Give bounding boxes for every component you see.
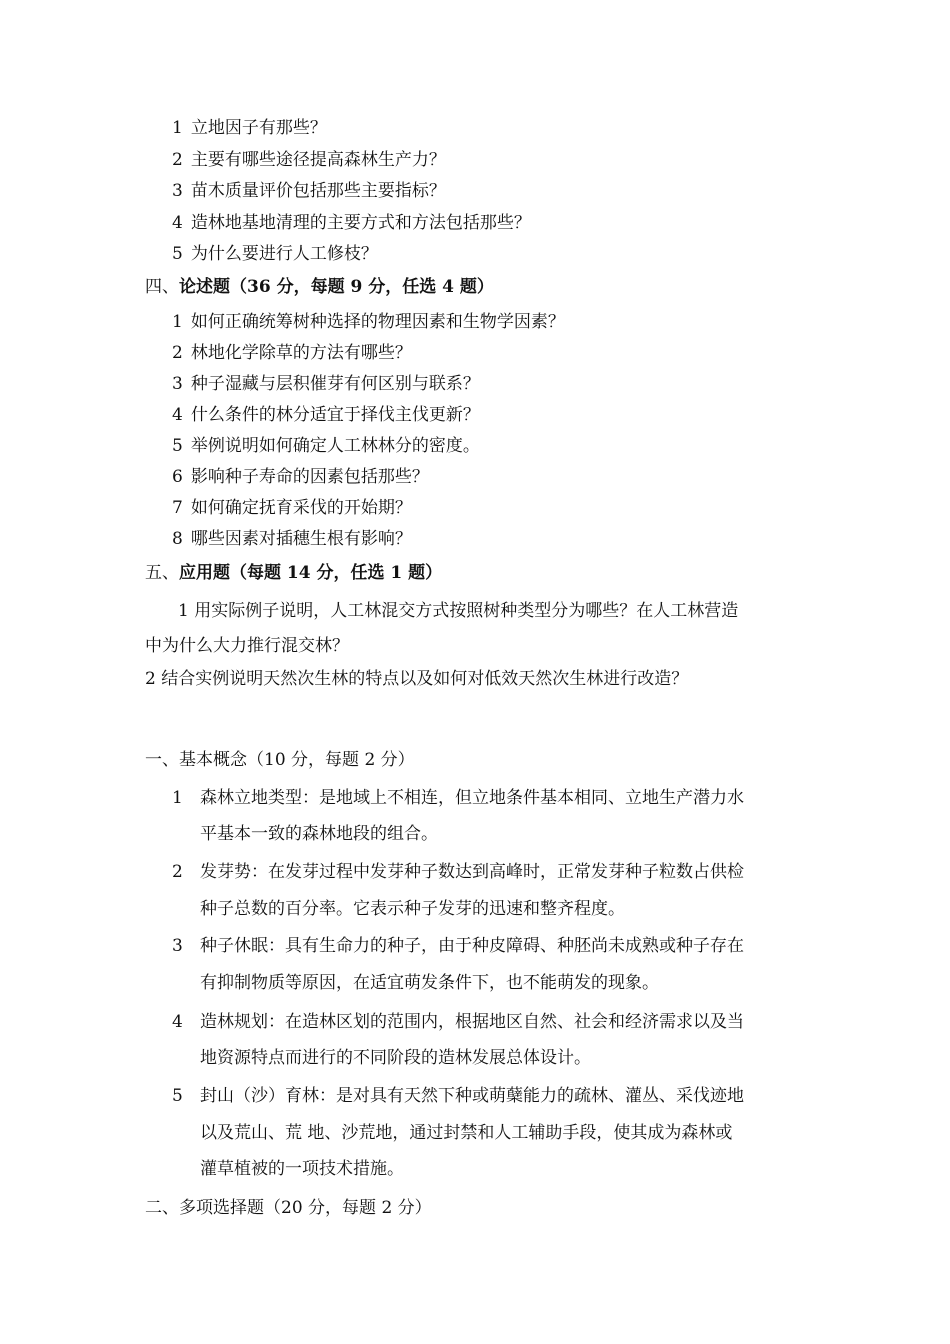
def-5-line-3: 灌草植被的一项技术措施。 — [200, 1159, 404, 1179]
def-4-num: 4 — [172, 1012, 183, 1032]
def-2-line-1: 发芽势：在发芽过程中发芽种子数达到高峰时，正常发芽种子粒数占供检 — [200, 862, 744, 882]
s5-item-1-line-2: 中为什么大力推行混交林？ — [145, 636, 349, 656]
s3-item-3: 3 苗木质量评价包括那些主要指标？ — [172, 181, 446, 201]
s4-item-6: 6 影响种子寿命的因素包括那些？ — [172, 467, 429, 487]
def-5-line-1: 封山（沙）育林：是对具有天然下种或萌蘖能力的疏林、灌丛、采伐迹地 — [200, 1086, 744, 1106]
answers-1-heading: 一、基本概念（10 分，每题 2 分） — [145, 750, 415, 770]
section-5-heading: 五、应用题（每题 14 分，任选 1 题） — [145, 563, 443, 583]
s3-item-1: 1 立地因子有那些？ — [172, 118, 327, 138]
def-3-line-1: 种子休眠：具有生命力的种子，由于种皮障碍、种胚尚未成熟或种子存在 — [200, 936, 744, 956]
def-1-line-2: 平基本一致的森林地段的组合。 — [200, 824, 438, 844]
def-4-line-1: 造林规划：在造林区划的范围内，根据地区自然、社会和经济需求以及当 — [200, 1012, 744, 1032]
s4-item-4: 4 什么条件的林分适宜于择伐主伐更新？ — [172, 405, 480, 425]
def-1-line-1: 森林立地类型：是地域上不相连，但立地条件基本相同、立地生产潜力水 — [200, 788, 744, 808]
s3-item-4: 4 造林地基地清理的主要方式和方法包括那些？ — [172, 213, 531, 233]
def-1-num: 1 — [172, 788, 183, 808]
s4-item-8: 8 哪些因素对插穗生根有影响？ — [172, 529, 412, 549]
s5-item-1-line-1: 1 用实际例子说明，人工林混交方式按照树种类型分为哪些？在人工林营造 — [178, 601, 739, 621]
def-4-line-2: 地资源特点而进行的不同阶段的造林发展总体设计。 — [200, 1048, 591, 1068]
s4-item-2: 2 林地化学除草的方法有哪些？ — [172, 343, 412, 363]
def-3-line-2: 有抑制物质等原因，在适宜萌发条件下，也不能萌发的现象。 — [200, 973, 659, 993]
def-2-line-2: 种子总数的百分率。它表示种子发芽的迅速和整齐程度。 — [200, 899, 625, 919]
s4-item-1: 1 如何正确统筹树种选择的物理因素和生物学因素？ — [172, 312, 565, 332]
s4-item-5: 5 举例说明如何确定人工林林分的密度。 — [172, 436, 480, 456]
section-4-heading: 四、论述题（36 分，每题 9 分，任选 4 题） — [145, 277, 494, 297]
def-3-num: 3 — [172, 936, 183, 956]
s4-item-7: 7 如何确定抚育采伐的开始期？ — [172, 498, 412, 518]
s3-item-2: 2 主要有哪些途径提高森林生产力？ — [172, 150, 446, 170]
s3-item-5: 5 为什么要进行人工修枝？ — [172, 244, 378, 264]
s4-item-3: 3 种子湿藏与层积催芽有何区别与联系？ — [172, 374, 480, 394]
s5-item-2: 2 结合实例说明天然次生林的特点以及如何对低效天然次生林进行改造？ — [145, 669, 689, 689]
answers-2-heading: 二、多项选择题（20 分，每题 2 分） — [145, 1198, 432, 1218]
def-5-line-2: 以及荒山、荒 地、沙荒地，通过封禁和人工辅助手段，使其成为森林或 — [200, 1123, 733, 1143]
def-5-num: 5 — [172, 1086, 183, 1106]
def-2-num: 2 — [172, 862, 183, 882]
